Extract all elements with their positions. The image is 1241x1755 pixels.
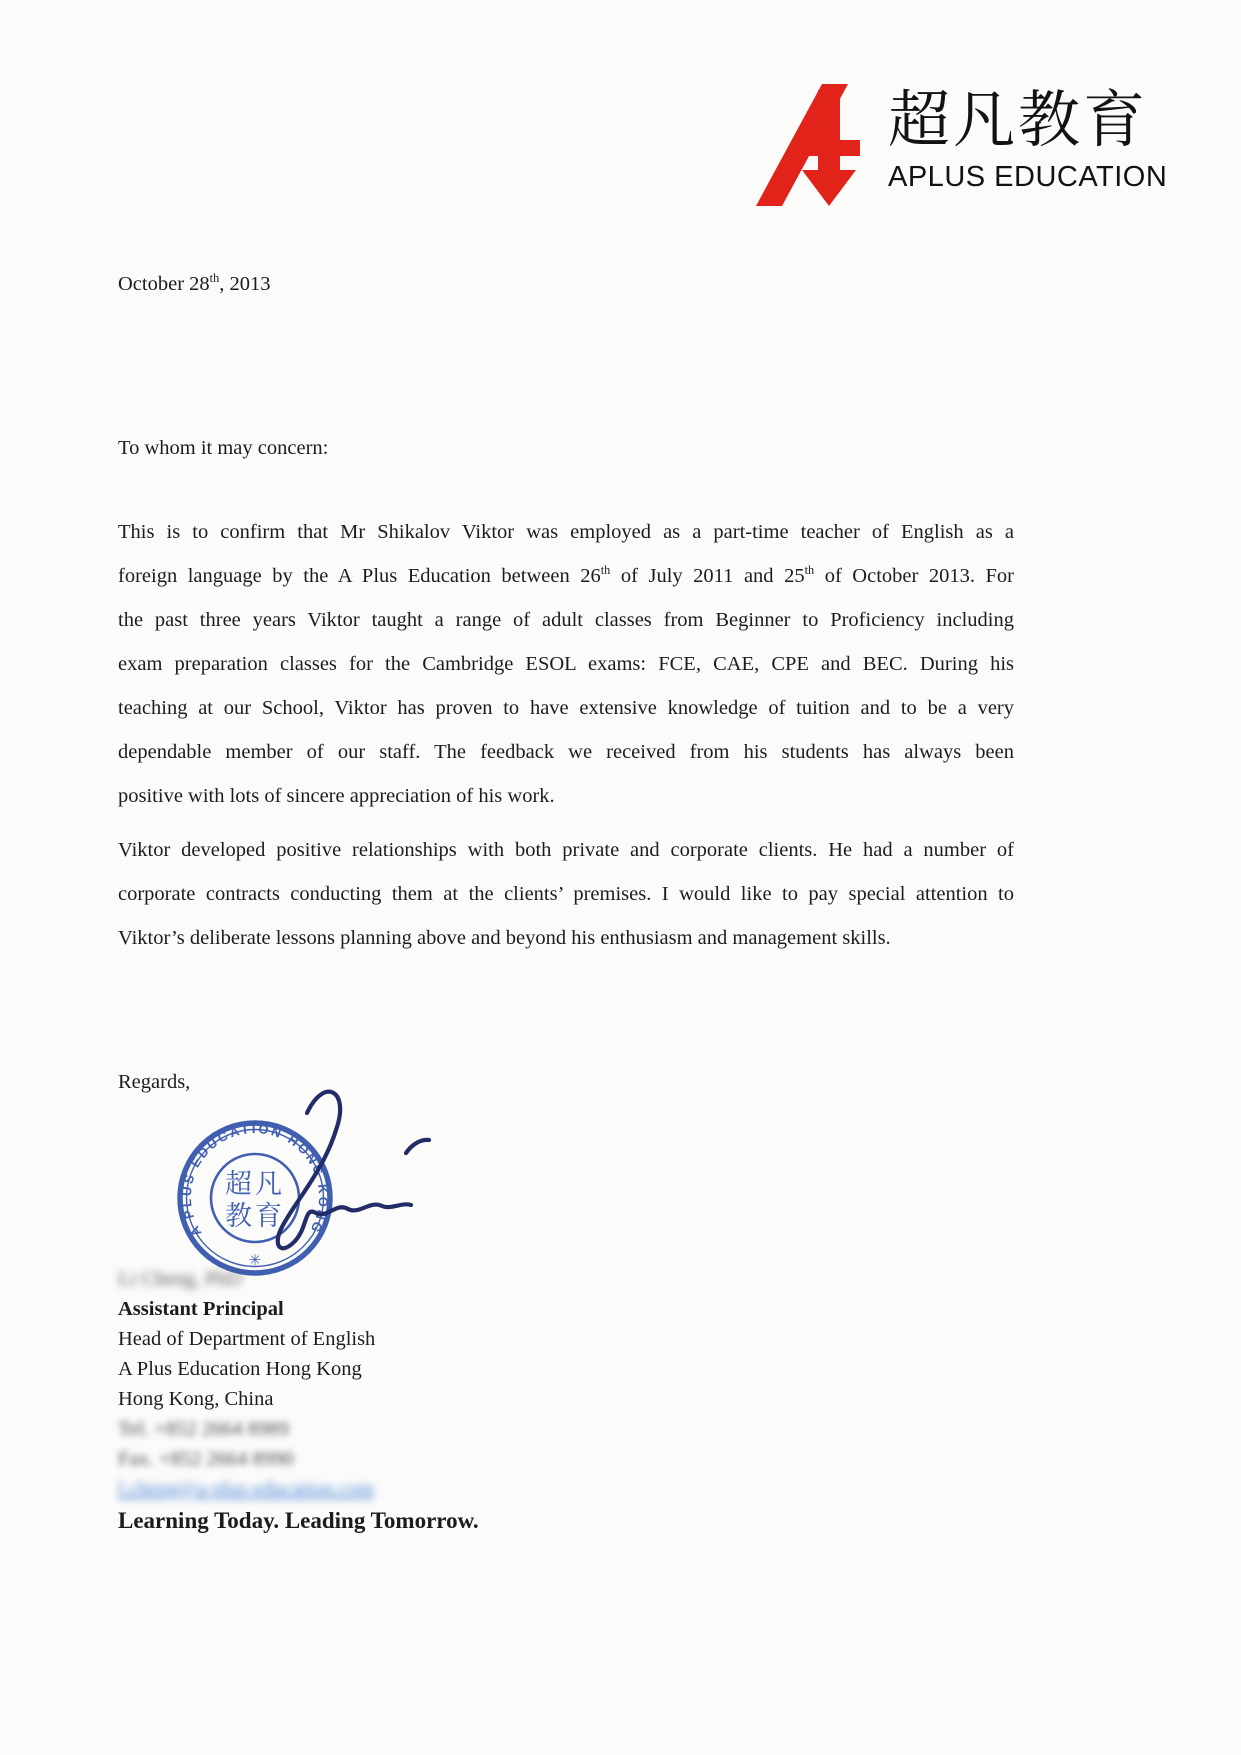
stamp-star-glyph: ✳ xyxy=(248,1253,262,1269)
signer-title: Assistant Principal xyxy=(118,1298,284,1320)
signer-location: Hong Kong, China xyxy=(118,1388,274,1410)
paragraph-line: Viktor’s deliberate lessons planning above and beyond his enthusiasm and management skills. xyxy=(118,927,891,949)
paragraph-line: exam preparation classes for the Cambridge ESOL exams: FCE, CAE, CPE and BEC. During his xyxy=(118,653,1014,675)
letter-paragraph-2 xyxy=(118,828,1014,960)
letter-greeting: To whom it may concern: xyxy=(118,437,329,459)
logo-english-name: APLUS EDUCATION xyxy=(888,161,1168,193)
signature xyxy=(210,1085,476,1277)
stamp-ring-text: A PLUS EDUCATION HONG KONG xyxy=(178,1121,332,1240)
signer-email-redacted: l.cheng@a-plus-education.com xyxy=(118,1478,374,1500)
paragraph-line: the past three years Viktor taught a range of adult classes from Beginner to Proficiency including xyxy=(118,609,1014,631)
stamp-chinese-line1: 超凡 xyxy=(225,1169,285,1199)
paragraph-line: Viktor developed positive relationships with both private and corporate clients. He had a number of xyxy=(118,839,1014,861)
signer-department: Head of Department of English xyxy=(118,1328,376,1350)
logo-chinese-name: 超凡教育 xyxy=(888,86,1149,155)
paragraph-line: teaching at our School, Viktor has proven to have extensive knowledge of tuition and to be a very xyxy=(118,697,1014,719)
paragraph-line: corporate contracts conducting them at the clients’ premises. I would like to pay special attention to xyxy=(118,883,1014,905)
signer-fax-redacted: Fax. +852 2664 8990 xyxy=(118,1448,294,1470)
letter-closing: Regards, xyxy=(118,1071,191,1093)
signer-organization: A Plus Education Hong Kong xyxy=(118,1358,362,1380)
paragraph-line: foreign language by the A Plus Education between 26th of July 2011 and 25th of October 2013. For xyxy=(118,563,1014,587)
letter-date: October 28th, 2013 xyxy=(118,271,271,295)
letter-paragraph-1 xyxy=(118,510,1014,818)
paragraph-line: This is to confirm that Mr Shikalov Viktor was employed as a part-time teacher of English as a xyxy=(118,521,1014,543)
company-logo xyxy=(756,84,1167,206)
stamp-chinese-line2: 教育 xyxy=(225,1201,285,1231)
paragraph-line: dependable member of our staff. The feedback we received from his students has always been xyxy=(118,741,1014,763)
aplus-logo-icon xyxy=(756,84,872,206)
signer-tel-redacted: Tel. +852 2664 8989 xyxy=(118,1418,289,1440)
signer-block xyxy=(118,1264,479,1538)
paragraph-line: positive with lots of sincere appreciation of his work. xyxy=(118,785,555,807)
signer-name-redacted: Li Cheng, PhD xyxy=(118,1268,242,1290)
company-slogan: Learning Today. Leading Tomorrow. xyxy=(118,1508,479,1533)
